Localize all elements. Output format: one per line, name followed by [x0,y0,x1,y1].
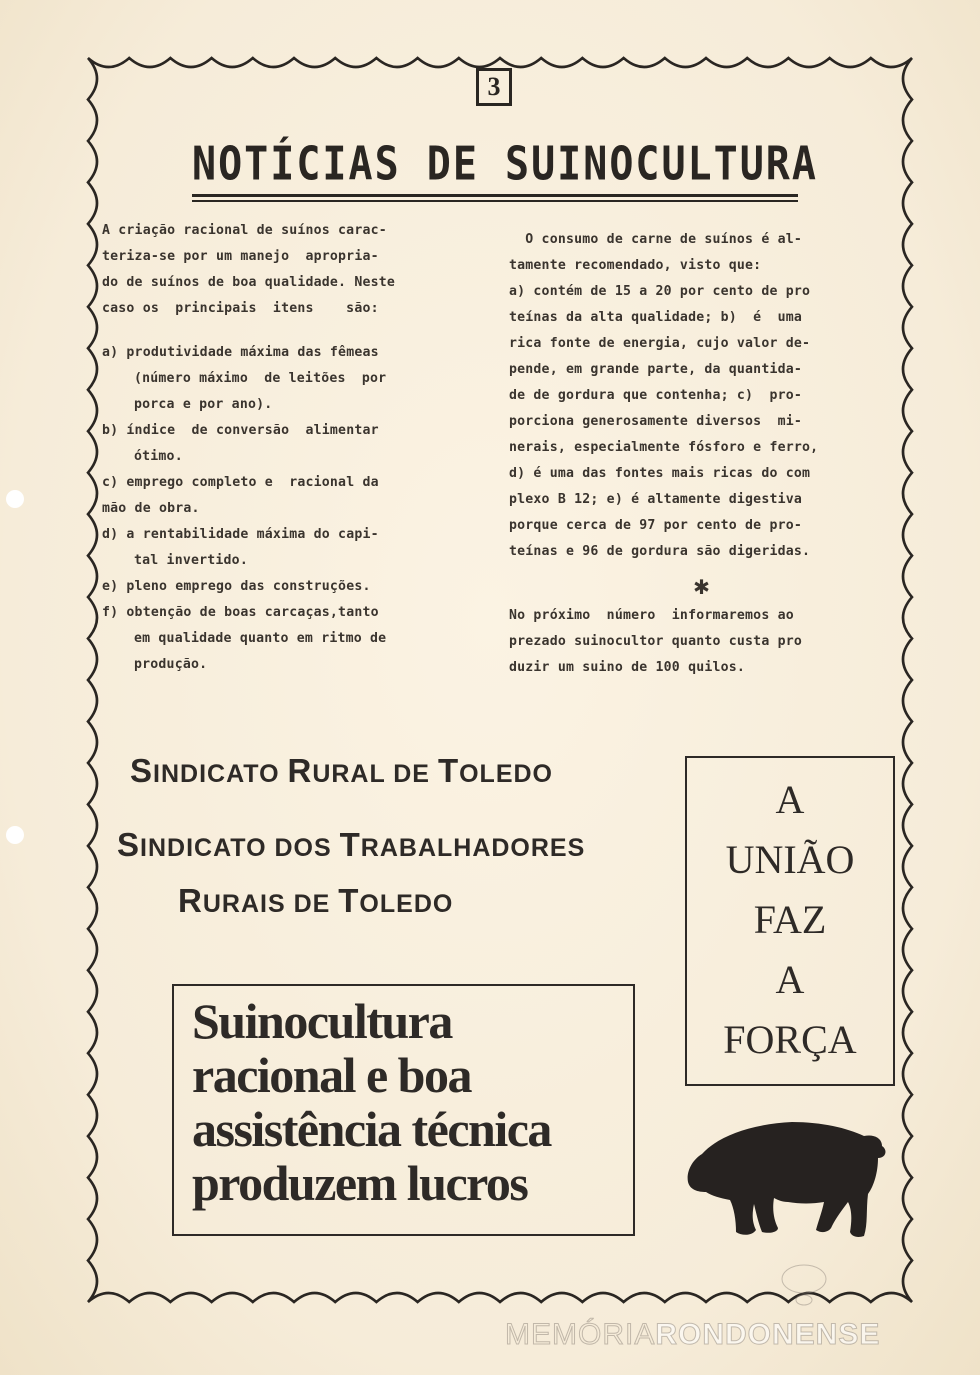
closing-paragraph: No próximo número informaremos ao prezado suinocultor quanto custa pro duzir um suino de 100 quilos. [509,608,803,675]
org-sindicato-trabalhadores: SINDICATO DOS TRABALHADORES [117,826,586,863]
motto-box: A UNIÃO FAZ A FORÇA [685,756,895,1086]
list-item: e) pleno emprego das construções. [102,579,371,594]
watermark-logo-icon [780,1264,830,1314]
list-item: f) obtenção de boas carcaças,tanto em qualidade quanto em ritmo de produção. [102,605,387,672]
list-item: a) produtividade máxima das fêmeas (número máximo de leitões por porca e por ano). [102,345,387,412]
title-underline-thin [192,200,798,202]
left-article-column [102,218,472,678]
page-number-badge: 3 [476,68,512,106]
list-item: b) índice de conversão alimentar ótimo. [102,423,379,464]
list-item: c) emprego completo e racional da mão de obra. [102,475,379,516]
org-rurais-toledo: RURAIS DE TOLEDO [178,882,454,919]
intro-paragraph: A criação racional de suínos carac- teriza-se por um manejo apropria- do de suínos de boa qualidade. Neste caso os principais itens são: [102,223,396,316]
asterisk-separator-icon: ✱ [693,571,710,601]
slogan-ad-box: Suinocultura racional e boa assistência técnica produzem lucros [172,984,635,1236]
consumption-paragraph: O consumo de carne de suínos é al- tamente recomendado, visto que: a) contém de 15 a 20 por cento de pro teínas da alta qualidade; b) é uma rica fonte de energia, cujo valor de- pende, em grande parte, da quantida- de de gordura que contenha; c) pro- porciona generosamente diversos mi- nerais, especialmente fósforo e ferro, d) é uma das fontes mais ricas do com plexo B 12; e) é altamente digestiva porque cerca de 97 por cento de pro- teínas e 96 de gordura são digeridas. [509,232,819,559]
watermark: MEMÓRIARONDONENSE [505,1318,881,1351]
page-title: NOTÍCIAS DE SUINOCULTURA [192,138,818,191]
org-sindicato-rural: SINDICATO RURAL DE TOLEDO [130,752,554,789]
title-underline [192,194,798,197]
right-article-column [509,227,894,681]
pig-silhouette-icon [682,1110,892,1245]
list-item: d) a rentabilidade máxima do capi- tal invertido. [102,527,379,568]
